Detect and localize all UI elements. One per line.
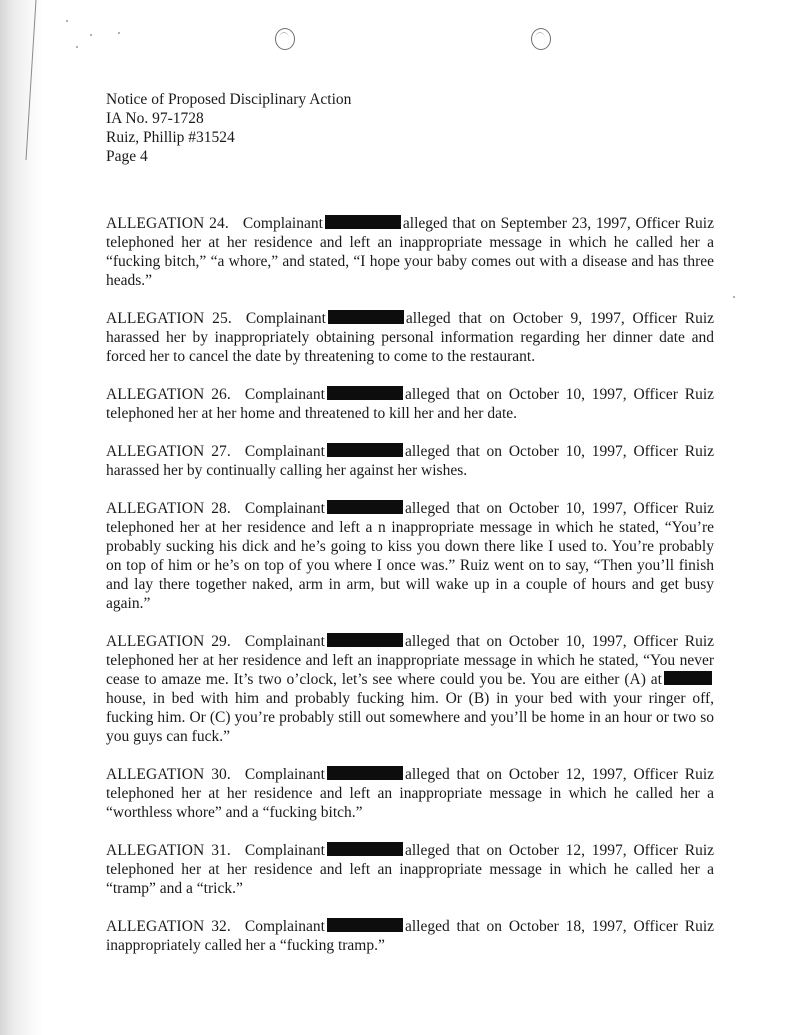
allegations-list bbox=[106, 214, 714, 955]
allegation-text: alleged that on October 10, 1997, Officer Ruiz telephoned her at her home and threatened to kill her and her date. bbox=[106, 386, 715, 422]
complainant-label: Complainant bbox=[242, 215, 323, 232]
allegation-paragraph bbox=[106, 442, 714, 480]
scan-speck bbox=[66, 20, 68, 22]
header-title: Notice of Proposed Disciplinary Action bbox=[106, 91, 352, 108]
complainant-label: Complainant bbox=[244, 766, 325, 783]
complainant-label: Complainant bbox=[244, 386, 325, 403]
allegation-label: ALLEGATION 31. bbox=[106, 842, 231, 859]
redaction-bar bbox=[327, 766, 403, 780]
header-case-number: IA No. 97-1728 bbox=[106, 110, 204, 127]
allegation-paragraph bbox=[106, 385, 714, 423]
allegation-label: ALLEGATION 30. bbox=[106, 766, 231, 783]
document-header bbox=[106, 90, 351, 166]
allegation-text: alleged that on October 10, 1997, Officer Ruiz telephoned her at her residence and left an inappropriate message in which he stated, “You never cease to amaze me. It’s two o’clock, let’s see where could you be. You are either (A) at bbox=[106, 633, 715, 688]
scan-edge-line bbox=[0, 0, 60, 1035]
redaction-bar bbox=[327, 633, 403, 647]
redaction-bar bbox=[327, 918, 403, 932]
allegation-text: alleged that on October 9, 1997, Officer Ruiz harassed her by inappropriately obtaining personal information regarding her dinner date and forced her to cancel the date by threatening to come to the restaurant. bbox=[106, 310, 715, 365]
allegation-label: ALLEGATION 24. bbox=[106, 215, 229, 232]
scan-speck bbox=[90, 34, 92, 36]
allegation-text: alleged that on October 12, 1997, Officer Ruiz telephoned her at her residence and left an inappropriate message in which he called her a “worthless whore” and a “fucking bitch.” bbox=[106, 766, 715, 821]
complainant-label: Complainant bbox=[245, 310, 326, 327]
allegation-text: alleged that on October 10, 1997, Officer Ruiz harassed her by continually calling her against her wishes. bbox=[106, 443, 715, 479]
allegation-text-continued: house, in bed with him and probably fucking him. Or (B) in your bed with your ringer off, fucking him. Or (C) you’re probably still out somewhere and you’ll be home in an hour or two so you guys can fuck.” bbox=[106, 690, 714, 745]
complainant-label: Complainant bbox=[244, 918, 325, 935]
allegation-paragraph bbox=[106, 214, 714, 290]
redaction-bar bbox=[325, 215, 401, 229]
punch-hole-right bbox=[531, 28, 551, 50]
allegation-paragraph bbox=[106, 309, 714, 366]
complainant-label: Complainant bbox=[244, 842, 325, 859]
allegation-label: ALLEGATION 29. bbox=[106, 633, 231, 650]
redaction-bar bbox=[328, 310, 404, 324]
allegation-paragraph bbox=[106, 632, 714, 746]
allegation-paragraph bbox=[106, 765, 714, 822]
allegation-label: ALLEGATION 25. bbox=[106, 310, 232, 327]
allegation-text: alleged that on October 18, 1997, Officer Ruiz inappropriately called her a “fucking tramp.” bbox=[106, 918, 715, 954]
redaction-bar bbox=[327, 500, 403, 514]
header-page-number: Page 4 bbox=[106, 148, 148, 165]
complainant-label: Complainant bbox=[244, 500, 325, 517]
redaction-bar bbox=[327, 386, 403, 400]
redaction-bar bbox=[664, 671, 712, 685]
redaction-bar bbox=[327, 443, 403, 457]
scan-speck bbox=[733, 296, 735, 298]
punch-hole-left bbox=[275, 28, 295, 50]
allegation-label: ALLEGATION 26. bbox=[106, 386, 231, 403]
allegation-paragraph bbox=[106, 917, 714, 955]
scan-speck bbox=[76, 46, 78, 48]
allegation-paragraph bbox=[106, 499, 714, 613]
complainant-label: Complainant bbox=[244, 443, 325, 460]
allegation-label: ALLEGATION 27. bbox=[106, 443, 231, 460]
allegation-label: ALLEGATION 28. bbox=[106, 500, 231, 517]
allegation-paragraph bbox=[106, 841, 714, 898]
header-subject: Ruiz, Phillip #31524 bbox=[106, 129, 235, 146]
complainant-label: Complainant bbox=[244, 633, 325, 650]
scan-speck bbox=[118, 32, 120, 34]
redaction-bar bbox=[327, 842, 403, 856]
allegation-text: alleged that on October 10, 1997, Officer Ruiz telephoned her at her residence and left a n inappropriate message in which he stated, “You’re probably sucking his dick and he’s going to kiss you down there like I used to. You’re probably on top of him or he’s on top of you where I once was.” Ruiz went on to say, “Then you’ll finish and lay there together naked, arm in arm, but will wake up in a couple of hours and get busy again.” bbox=[106, 500, 715, 612]
allegation-label: ALLEGATION 32. bbox=[106, 918, 231, 935]
allegation-text: alleged that on September 23, 1997, Officer Ruiz telephoned her at her residence and left an inappropriate message in which he called her a “fucking bitch,” “a whore,” and stated, “I hope your baby comes out with a disease and has three heads.” bbox=[106, 215, 714, 289]
allegation-text: alleged that on October 12, 1997, Officer Ruiz telephoned her at her residence and left an inappropriate message in which he called her a “tramp” and a “trick.” bbox=[106, 842, 715, 897]
